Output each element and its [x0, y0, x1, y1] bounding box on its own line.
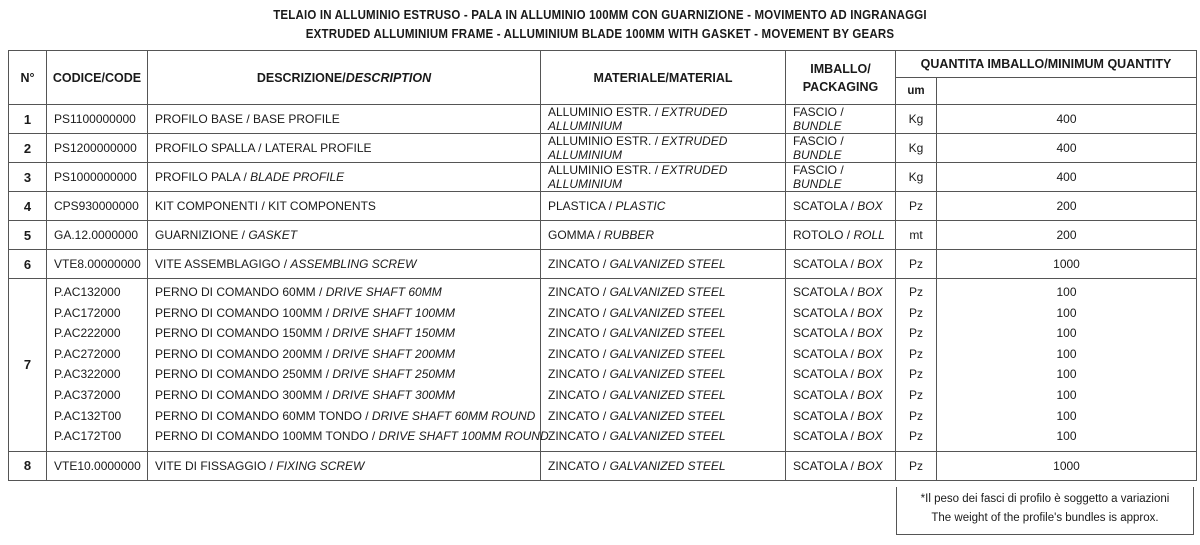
- packaging-en: BUNDLE: [793, 119, 842, 133]
- row-number: 1: [9, 105, 47, 134]
- packaging: [793, 426, 895, 447]
- description-it: VITE ASSEMBLAGIGO /: [155, 257, 291, 271]
- product-description: [155, 282, 540, 303]
- title-english: EXTRUDED ALLUMINIUM FRAME - ALLUMINIUM BLADE 100MM WITH GASKET - MOVEMENT BY GEARS: [305, 27, 895, 41]
- packaging-it: ROTOLO /: [793, 228, 854, 242]
- description-it: PERNO DI COMANDO 100MM /: [155, 305, 333, 320]
- product-code: P.AC222000: [54, 326, 121, 341]
- material-it: ZINCATO /: [548, 387, 610, 402]
- packaging-it: FASCIO /: [793, 163, 844, 177]
- product-code: VTE8.00000000: [47, 250, 148, 279]
- product-code: P.AC322000: [54, 367, 121, 382]
- minimum-quantity: 200: [937, 221, 1197, 250]
- material-it: ZINCATO /: [548, 458, 610, 473]
- product-code-list: [47, 279, 148, 452]
- material: [541, 134, 786, 163]
- table-row: [9, 163, 1197, 192]
- packaging-it: SCATOLA /: [793, 458, 858, 473]
- description-en: ASSEMBLING SCREW: [290, 257, 417, 271]
- packaging-it: FASCIO /: [793, 134, 844, 148]
- material-it: ZINCATO /: [548, 285, 610, 299]
- product-description: [155, 323, 540, 344]
- product-description: [155, 426, 549, 447]
- packaging: [793, 282, 895, 303]
- material-en: GALVANIZED STEEL: [609, 257, 726, 271]
- packaging-list: [786, 279, 896, 452]
- packaging-en: BOX: [857, 305, 883, 320]
- packaging-it: SCATOLA /: [793, 387, 858, 402]
- product-code: GA.12.0000000: [47, 221, 148, 250]
- packaging: [786, 451, 896, 480]
- packaging-it: SCATOLA /: [793, 257, 858, 271]
- packaging-en: BOX: [857, 199, 883, 213]
- description-it: PROFILO SPALLA / LATERAL PROFILE: [155, 141, 372, 155]
- material-en: GALVANIZED STEEL: [609, 429, 726, 444]
- description-it: PERNO DI COMANDO 200MM /: [155, 346, 333, 361]
- header-code: CODICE/CODE: [47, 51, 148, 105]
- header-packaging-it: IMBALLO/: [810, 61, 871, 76]
- minimum-quantity: 100: [1056, 285, 1077, 299]
- material-it: ZINCATO /: [548, 346, 610, 361]
- material-it: ALLUMINIO ESTR. /: [548, 105, 662, 119]
- packaging-en: BOX: [857, 346, 883, 361]
- packaging: [793, 385, 895, 406]
- packaging-en: BOX: [857, 429, 883, 444]
- material-list: [541, 279, 786, 452]
- material: [548, 426, 785, 447]
- product-code: CPS930000000: [47, 192, 148, 221]
- packaging: [793, 303, 895, 324]
- packaging: [786, 105, 896, 134]
- material-en: EXTRUDED ALLUMINIUM: [548, 163, 728, 191]
- packaging: [793, 364, 895, 385]
- description-en: DRIVE SHAFT 60MM: [325, 285, 442, 299]
- material-en: EXTRUDED ALLUMINIUM: [548, 105, 728, 133]
- description-it: PROFILO PALA /: [155, 170, 251, 184]
- document-title: [0, 0, 1200, 44]
- packaging-en: BOX: [857, 458, 883, 473]
- packaging-en: BUNDLE: [793, 177, 842, 191]
- description-en: GASKET: [248, 228, 298, 242]
- product-code: P.AC372000: [54, 387, 121, 402]
- material-en: RUBBER: [604, 228, 655, 242]
- description-en: DRIVE SHAFT 200MM: [332, 346, 456, 361]
- header-packaging: [786, 51, 896, 105]
- material: [548, 303, 785, 324]
- minimum-quantity: 400: [937, 134, 1197, 163]
- table-row: [9, 451, 1197, 480]
- description-it: PERNO DI COMANDO 150MM /: [155, 326, 333, 341]
- table-row: [9, 105, 1197, 134]
- footnote-english: The weight of the profile's bundles is approx.: [931, 512, 1159, 524]
- description-en: BLADE PROFILE: [250, 170, 345, 184]
- packaging: [793, 344, 895, 365]
- unit-of-measure: Kg: [896, 134, 937, 163]
- material-en: GALVANIZED STEEL: [609, 458, 726, 473]
- material-it: ZINCATO /: [548, 408, 610, 423]
- minimum-quantity: 100: [1056, 387, 1077, 402]
- product-code: P.AC172T00: [54, 429, 122, 444]
- material-en: GALVANIZED STEEL: [609, 346, 726, 361]
- packaging-it: SCATOLA /: [793, 285, 858, 299]
- minimum-quantity: 1000: [937, 250, 1197, 279]
- row-number: 3: [9, 163, 47, 192]
- minimum-quantity: 100: [1056, 429, 1077, 444]
- description-it: PERNO DI COMANDO 60MM TONDO /: [155, 408, 372, 423]
- unit-of-measure: Pz: [896, 250, 937, 279]
- unit-of-measure: Pz: [908, 326, 923, 341]
- header-description-it: DESCRIZIONE/: [256, 70, 346, 85]
- description-en: DRIVE SHAFT 300MM: [332, 387, 456, 402]
- packaging-it: FASCIO /: [793, 105, 844, 119]
- table-row: [9, 134, 1197, 163]
- product-description-list: [148, 279, 549, 452]
- header-um: um: [896, 78, 937, 105]
- title-italian: TELAIO IN ALLUMINIO ESTRUSO - PALA IN ALLUMINIO 100MM CON GUARNIZIONE - MOVIMENTO AD INGRANAGGI: [273, 8, 927, 22]
- material: [541, 105, 786, 134]
- header-description-en: DESCRIPTION: [345, 70, 432, 85]
- header-packaging-en: PACKAGING: [802, 79, 879, 94]
- material: [548, 282, 785, 303]
- unit-of-measure-list: [896, 279, 937, 452]
- material: [541, 192, 786, 221]
- minimum-quantity: 400: [937, 163, 1197, 192]
- unit-of-measure: Pz: [908, 285, 923, 299]
- product-description: [155, 406, 540, 427]
- material: [541, 221, 786, 250]
- material-it: ZINCATO /: [548, 429, 610, 444]
- description-it: GUARNIZIONE /: [155, 228, 249, 242]
- material-en: GALVANIZED STEEL: [609, 367, 726, 382]
- description-it: PERNO DI COMANDO 250MM /: [155, 367, 333, 382]
- packaging-en: BOX: [857, 257, 883, 271]
- product-description: [148, 451, 541, 480]
- product-table: [8, 50, 1197, 481]
- packaging: [786, 221, 896, 250]
- packaging-en: ROLL: [853, 228, 885, 242]
- product-description: [155, 364, 540, 385]
- packaging-en: BOX: [857, 408, 883, 423]
- packaging-en: BUNDLE: [793, 148, 842, 162]
- packaging-en: BOX: [857, 367, 883, 382]
- product-description: [155, 303, 540, 324]
- product-description: [148, 163, 541, 192]
- product-description: [155, 385, 540, 406]
- packaging-it: SCATOLA /: [793, 326, 858, 341]
- material-en: GALVANIZED STEEL: [609, 387, 726, 402]
- product-description: [148, 250, 541, 279]
- packaging-en: BOX: [857, 326, 883, 341]
- description-it: PERNO DI COMANDO 60MM /: [155, 285, 326, 299]
- material: [548, 364, 785, 385]
- description-en: DRIVE SHAFT 250MM: [332, 367, 456, 382]
- packaging: [786, 134, 896, 163]
- material: [541, 163, 786, 192]
- minimum-quantity: 1000: [937, 451, 1197, 480]
- header-quantity: [937, 78, 1197, 105]
- product-code: P.AC132T00: [54, 408, 122, 423]
- unit-of-measure: Pz: [908, 387, 923, 402]
- material: [541, 451, 786, 480]
- product-code: PS1000000000: [47, 163, 148, 192]
- unit-of-measure: Kg: [896, 105, 937, 134]
- description-en: DRIVE SHAFT 60MM ROUND: [371, 408, 536, 423]
- weight-footnote: [896, 487, 1194, 535]
- packaging: [786, 250, 896, 279]
- unit-of-measure: Pz: [908, 408, 923, 423]
- row-number: 7: [9, 279, 47, 452]
- packaging-it: SCATOLA /: [793, 408, 858, 423]
- row-number: 2: [9, 134, 47, 163]
- product-description: [148, 221, 541, 250]
- minimum-quantity: 100: [1056, 305, 1077, 320]
- product-code: P.AC132000: [54, 285, 121, 299]
- minimum-quantity: 100: [1056, 367, 1077, 382]
- row-number: 5: [9, 221, 47, 250]
- material-it: ZINCATO /: [548, 326, 610, 341]
- packaging-it: SCATOLA /: [793, 367, 858, 382]
- material-it: GOMMA /: [548, 228, 605, 242]
- packaging: [793, 406, 895, 427]
- minimum-quantity: 100: [1056, 346, 1077, 361]
- header-material: MATERIALE/MATERIAL: [541, 51, 786, 105]
- packaging-en: BOX: [857, 387, 883, 402]
- unit-of-measure: Pz: [908, 367, 923, 382]
- minimum-quantity: 100: [1056, 326, 1077, 341]
- row-number: 6: [9, 250, 47, 279]
- material-en: GALVANIZED STEEL: [609, 408, 726, 423]
- packaging-it: SCATOLA /: [793, 429, 858, 444]
- material-it: ALLUMINIO ESTR. /: [548, 163, 662, 177]
- material-en: PLASTIC: [615, 199, 666, 213]
- minimum-quantity-list: [937, 279, 1197, 452]
- material-en: GALVANIZED STEEL: [609, 305, 726, 320]
- material-en: GALVANIZED STEEL: [609, 326, 726, 341]
- material-it: ALLUMINIO ESTR. /: [548, 134, 662, 148]
- material: [548, 323, 785, 344]
- footnote-italian: *Il peso dei fasci di profilo è soggetto a variazioni: [920, 493, 1170, 505]
- header-description: [148, 51, 541, 105]
- material-en: EXTRUDED ALLUMINIUM: [548, 134, 728, 162]
- packaging-en: BOX: [857, 285, 883, 299]
- material: [541, 250, 786, 279]
- product-description: [148, 105, 541, 134]
- description-it: VITE DI FISSAGGIO /: [155, 458, 277, 473]
- header-quantity-group: QUANTITA IMBALLO/MINIMUM QUANTITY: [896, 51, 1197, 78]
- product-code: P.AC272000: [54, 346, 121, 361]
- packaging-it: SCATOLA /: [793, 199, 858, 213]
- description-en: DRIVE SHAFT 100MM: [332, 305, 456, 320]
- minimum-quantity: 100: [1056, 408, 1077, 423]
- description-it: PROFILO BASE / BASE PROFILE: [155, 112, 340, 126]
- description-en: FIXING SCREW: [276, 458, 365, 473]
- table-row: [9, 221, 1197, 250]
- material: [548, 385, 785, 406]
- table-row: [9, 192, 1197, 221]
- description-en: DRIVE SHAFT 100MM ROUND: [378, 429, 549, 444]
- product-description: [148, 134, 541, 163]
- packaging: [786, 192, 896, 221]
- product-description: [148, 192, 541, 221]
- material: [548, 344, 785, 365]
- material-it: PLASTICA /: [548, 199, 616, 213]
- unit-of-measure: mt: [896, 221, 937, 250]
- row-number: 8: [9, 451, 47, 480]
- material: [548, 406, 785, 427]
- unit-of-measure: Pz: [896, 451, 937, 480]
- table-row-group-7: [9, 279, 1197, 452]
- packaging-it: SCATOLA /: [793, 346, 858, 361]
- packaging: [786, 163, 896, 192]
- row-number: 4: [9, 192, 47, 221]
- minimum-quantity: 400: [937, 105, 1197, 134]
- product-code: PS1200000000: [47, 134, 148, 163]
- unit-of-measure: Kg: [896, 163, 937, 192]
- description-it: KIT COMPONENTI / KIT COMPONENTS: [155, 199, 376, 213]
- material-it: ZINCATO /: [548, 257, 610, 271]
- header-number: N°: [9, 51, 47, 105]
- description-en: DRIVE SHAFT 150MM: [332, 326, 456, 341]
- product-description: [155, 344, 540, 365]
- product-code: P.AC172000: [54, 305, 121, 320]
- product-code: VTE10.0000000: [47, 451, 148, 480]
- product-code: PS1100000000: [47, 105, 148, 134]
- description-it: PERNO DI COMANDO 100MM TONDO /: [155, 429, 379, 444]
- unit-of-measure: Pz: [908, 429, 923, 444]
- packaging: [793, 323, 895, 344]
- packaging-it: SCATOLA /: [793, 305, 858, 320]
- unit-of-measure: Pz: [896, 192, 937, 221]
- unit-of-measure: Pz: [908, 305, 923, 320]
- minimum-quantity: 200: [937, 192, 1197, 221]
- material-en: GALVANIZED STEEL: [609, 285, 726, 299]
- material-it: ZINCATO /: [548, 367, 610, 382]
- unit-of-measure: Pz: [908, 346, 923, 361]
- table-row: [9, 250, 1197, 279]
- description-it: PERNO DI COMANDO 300MM /: [155, 387, 333, 402]
- material-it: ZINCATO /: [548, 305, 610, 320]
